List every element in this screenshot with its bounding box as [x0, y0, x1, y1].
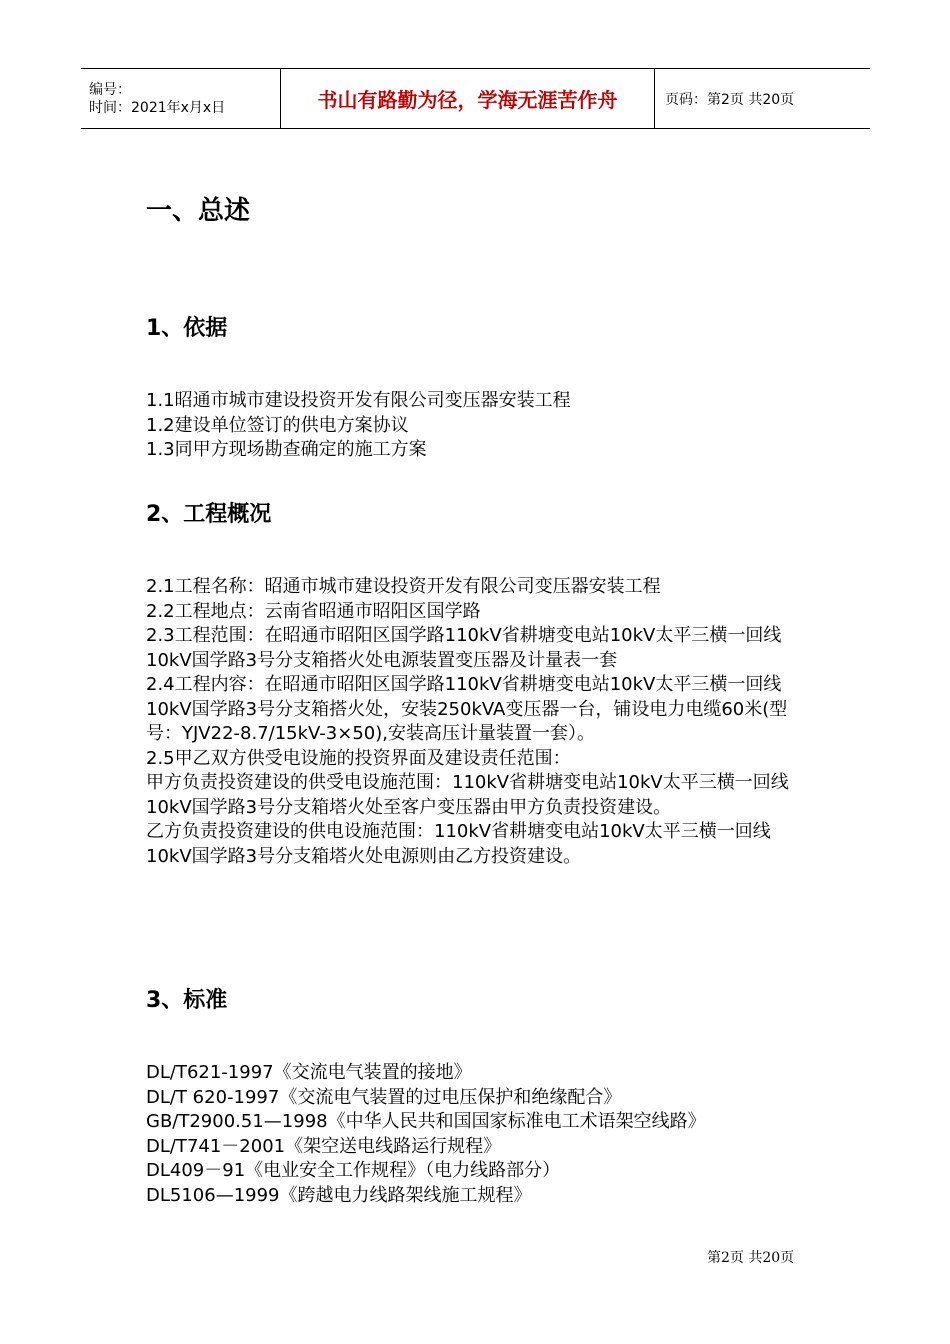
- paragraph: 乙方负责投资建设的供电设施范围：110kV省耕塘变电站10kV太平三横一回线10kV国学路3号分支箱塔火处电源则由乙方投资建设。: [146, 821, 771, 867]
- paragraph: DL409－91《电业安全工作规程》（电力线路部分）: [146, 1160, 561, 1181]
- paragraph: DL/T621-1997《交流电气装置的接地》: [146, 1062, 472, 1083]
- number-label: 编号：: [89, 81, 131, 98]
- paragraph: 2.4工程内容：在昭通市昭阳区国学路110kV省耕塘变电站10kV太平三横一回线10kV国学路3号分支箱搭火处，安装250kVA变压器一台，铺设电力电缆60米(型号：YJV22-8.7/15kV-3×50),安装高压计量装置一套）。: [146, 674, 788, 744]
- paragraph: 2.1工程名称：昭通市城市建设投资开发有限公司变压器安装工程: [146, 576, 661, 597]
- section-heading: 2、工程概况: [146, 502, 272, 527]
- paragraph: DL/T 620-1997《交流电气装置的过电压保护和绝缘配合》: [146, 1086, 622, 1108]
- paragraph: 1.1昭通市城市建设投资开发有限公司变压器安装工程: [146, 390, 571, 411]
- time-label: 时间：2021年x月x日: [89, 99, 226, 116]
- section-body: [146, 1061, 811, 1208]
- paragraph: 2.5甲乙双方供受电设施的投资界面及建设责任范围：: [146, 747, 571, 769]
- page-title: 一、总述: [146, 196, 251, 226]
- paragraph: 1.3同甲方现场勘查确定的施工方案: [146, 439, 427, 460]
- paragraph: DL/T741－2001《架空送电线路运行规程》: [146, 1135, 502, 1157]
- paragraph: 2.2工程地点：云南省昭通市昭阳区国学路: [146, 600, 481, 622]
- header-motto: 书山有路勤为径，学海无涯苦作舟: [281, 69, 655, 128]
- paragraph: 2.3工程范围：在昭通市昭阳区国学路110kV省耕塘变电站10kV太平三横一回线10kV国学路3号分支箱搭火处电源装置变压器及计量表一套: [146, 625, 782, 671]
- page-footer: 第2页 共20页: [707, 1250, 795, 1266]
- header-info: [81, 69, 281, 128]
- section-body: [146, 575, 811, 869]
- section-heading: 3、标准: [146, 988, 228, 1013]
- header-page-label: 页码：第2页 共20页: [665, 91, 795, 108]
- paragraph: 甲方负责投资建设的供受电设施范围：110kV省耕塘变电站10kV太平三横一回线10kV国学路3号分支箱塔火处至客户变压器由甲方负责投资建设。: [146, 772, 789, 818]
- paragraph: GB/T2900.51—1998《中华人民共和国国家标准电工术语架空线路》: [146, 1111, 706, 1132]
- page-header: [81, 68, 870, 129]
- paragraph: 1.2建设单位签订的供电方案协议: [146, 414, 409, 436]
- section-heading: 1、依据: [146, 316, 228, 341]
- section-body: [146, 389, 811, 463]
- paragraph: DL5106—1999《跨越电力线路架线施工规程》: [146, 1184, 532, 1206]
